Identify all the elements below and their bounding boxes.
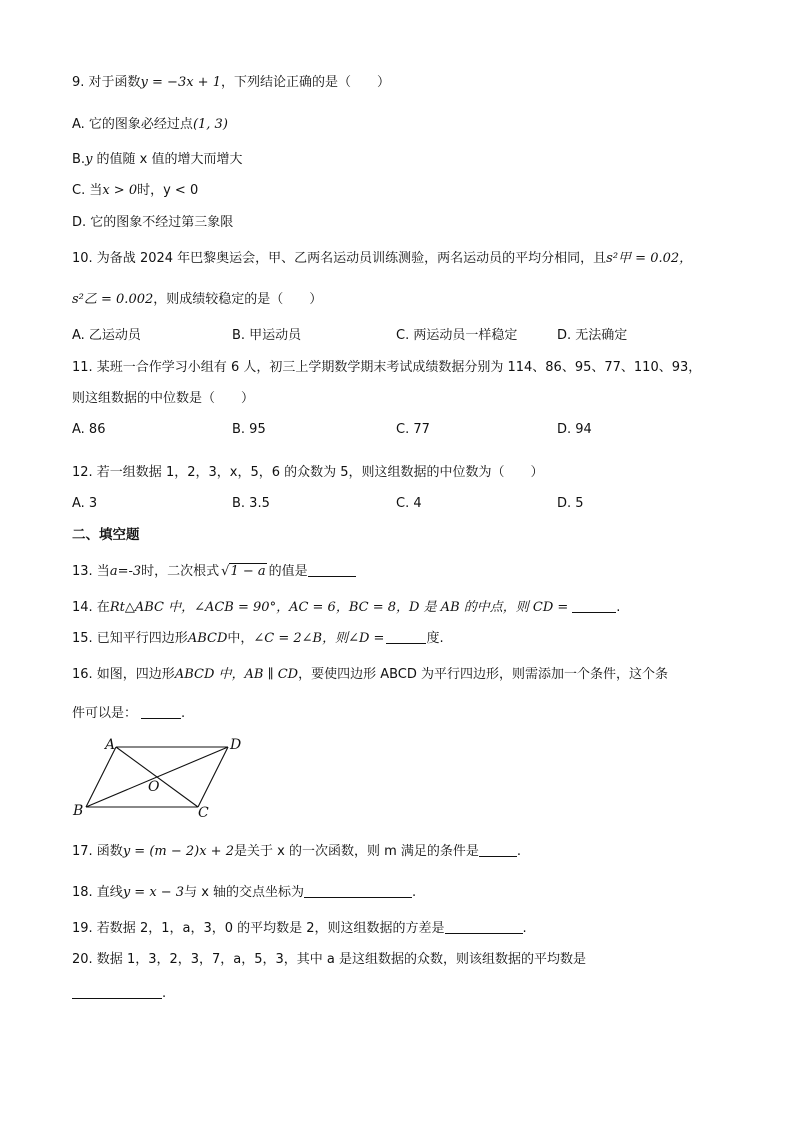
q17-text-pre: 17. 函数 [72,844,123,859]
q20-text-post: . [162,986,167,1001]
question-10-options [72,327,722,345]
q9-option-a-text: A. 它的图象必经过点 [72,117,193,132]
q11-option-d: D. 94 [557,422,592,437]
question-11-line-1: 11. 某班一合作学习小组有 6 人，初三上学期数学期末考试成绩数据分别为 114、86、95、77、110、93， [72,360,702,375]
q9-option-b-label: B. [72,152,86,167]
question-15 [72,630,444,648]
q18-answer-blank[interactable] [304,884,412,898]
q18-text-mid: 与 x 轴的交点坐标为 [184,885,305,900]
q18-expr: y = x − 3 [122,885,185,900]
q9-expression: y = −3x + 1 [140,75,221,90]
section-title-fill-in: 二、填空题 [72,527,140,543]
q18-text-post: . [412,885,417,900]
question-10-line-2 [72,291,322,309]
q14-text-pre: 14. 在 [72,600,110,615]
q16-expr: ABCD 中，AB ∥ CD [174,667,299,682]
q12-option-a: A. 3 [72,496,98,511]
q15-text-pre: 15. 已知平行四边形 [72,631,188,646]
q13-text-post: 的值是 [268,564,308,579]
q14-expr: Rt△ABC 中，∠ACB = 90°，AC = 6，BC = 8，D 是 AB 的中点，则 CD = [109,600,569,615]
diagonal-bd [86,747,228,807]
center-label-o: O [148,779,160,795]
q15-expr-2: ∠C = 2∠B，则∠D = [253,631,385,646]
q10-variance-yi: s²乙 = 0.002 [72,292,154,307]
q9-text-pre: 9. 对于函数 [72,75,141,90]
parallelogram-diagram [70,733,260,825]
q12-option-c: C. 4 [396,496,422,511]
q14-answer-blank[interactable] [572,599,616,613]
q19-answer-blank[interactable] [445,920,523,934]
q13-text-mid: 时，二次根式 [141,564,220,579]
q16-text-post: ，要使四边形 ABCD 为平行四边形，则需添加一个条件，这个条 [298,667,669,682]
q16-answer-blank[interactable] [141,705,181,719]
q10-text: 10. 为备战 2024 年巴黎奥运会，甲、乙两名运动员训练测验，两名运动员的平均分相同，且 [72,251,607,266]
side-dc [198,747,228,807]
vertex-label-b: B [73,803,84,819]
q14-text-post: . [616,600,621,615]
question-13 [72,563,356,581]
question-20-line-2 [72,985,166,1003]
question-16-line-2 [72,705,185,723]
q17-text-post: . [516,844,522,859]
q16-text-pre: 16. 如图，四边形 [72,667,175,682]
q9-option-d-text: D. 它的图象不经过第三象限 [72,215,234,230]
q11-option-b: B. 95 [232,422,266,437]
q17-answer-blank[interactable] [479,843,517,857]
q10-option-a: A. 乙运动员 [72,328,141,343]
question-11-options [72,421,722,439]
q13-text-pre: 13. 当 [72,564,110,579]
q9-option-c-expr: x > 0 [102,183,138,198]
q12-option-b: B. 3.5 [232,496,270,511]
q9-option-b-text: 的值随 x 值的增大而增大 [92,152,243,167]
question-9-option-c [72,182,198,200]
q18-text-pre: 18. 直线 [72,885,123,900]
question-16-line-1 [72,666,668,684]
question-12-line-1: 12. 若一组数据 1，2，3，x，5，6 的众数为 5，则这组数据的中位数为（ ） [72,465,544,480]
question-19 [72,920,527,938]
question-12-options [72,495,722,513]
q13-radicand: 1 − a [230,564,266,579]
question-9-option-d [72,214,233,232]
q16-line2-post: . [181,706,186,721]
q10-option-c: C. 两运动员一样稳定 [396,328,518,343]
question-17 [72,843,521,861]
q13-radical: √1 − a [221,564,266,579]
q12-option-d: D. 5 [557,496,584,511]
q15-expr-1: ABCD [187,631,228,646]
q10-variance-jia: s²甲 = 0.02， [606,251,693,266]
q9-option-b-expr: y [85,152,93,167]
question-11-line-2: 则这组数据的中位数是（ ） [72,391,255,406]
q17-expr: y = (m − 2)x + 2 [122,844,234,859]
vertex-label-c: C [198,805,209,821]
q19-text-post: . [522,921,527,936]
q10-text-post: ，则成绩较稳定的是（ ） [153,292,323,307]
q9-text-post: ，下列结论正确的是（ ） [220,75,390,90]
vertex-label-d: D [230,737,242,753]
q11-option-a: A. 86 [72,422,106,437]
question-9-stem [72,74,390,92]
vertex-label-a: A [105,737,116,753]
q17-text-mid: 是关于 x 的一次函数，则 m 满足的条件是 [233,844,479,859]
q10-option-b: B. 甲运动员 [232,328,302,343]
q20-answer-blank[interactable] [72,985,162,999]
q10-option-d: D. 无法确定 [557,328,628,343]
q15-text-mid: 中， [227,631,254,646]
question-9-option-b [72,151,243,169]
q11-option-c: C. 77 [396,422,430,437]
question-18 [72,884,416,902]
side-ab [86,747,116,807]
q9-option-a-expr: (1, 3) [192,117,228,132]
q15-text-post: 度. [426,631,444,646]
q19-text: 19. 若数据 2，1，a，3，0 的平均数是 2，则这组数据的方差是 [72,921,445,936]
question-10-line-1 [72,250,692,268]
question-14 [72,599,620,617]
q9-option-c-text: 时，y < 0 [137,183,199,198]
question-9-option-a [72,116,228,134]
q13-expr: a=-3 [109,564,142,579]
q13-answer-blank[interactable] [308,563,356,577]
question-20-line-1: 20. 数据 1，3，2，3，7，a，5，3，其中 a 是这组数据的众数，则该组数据的平均数是 [72,952,587,967]
q9-option-c-label: C. 当 [72,183,103,198]
q15-answer-blank[interactable] [386,630,426,644]
q16-line2-text: 件可以是： [72,706,138,721]
